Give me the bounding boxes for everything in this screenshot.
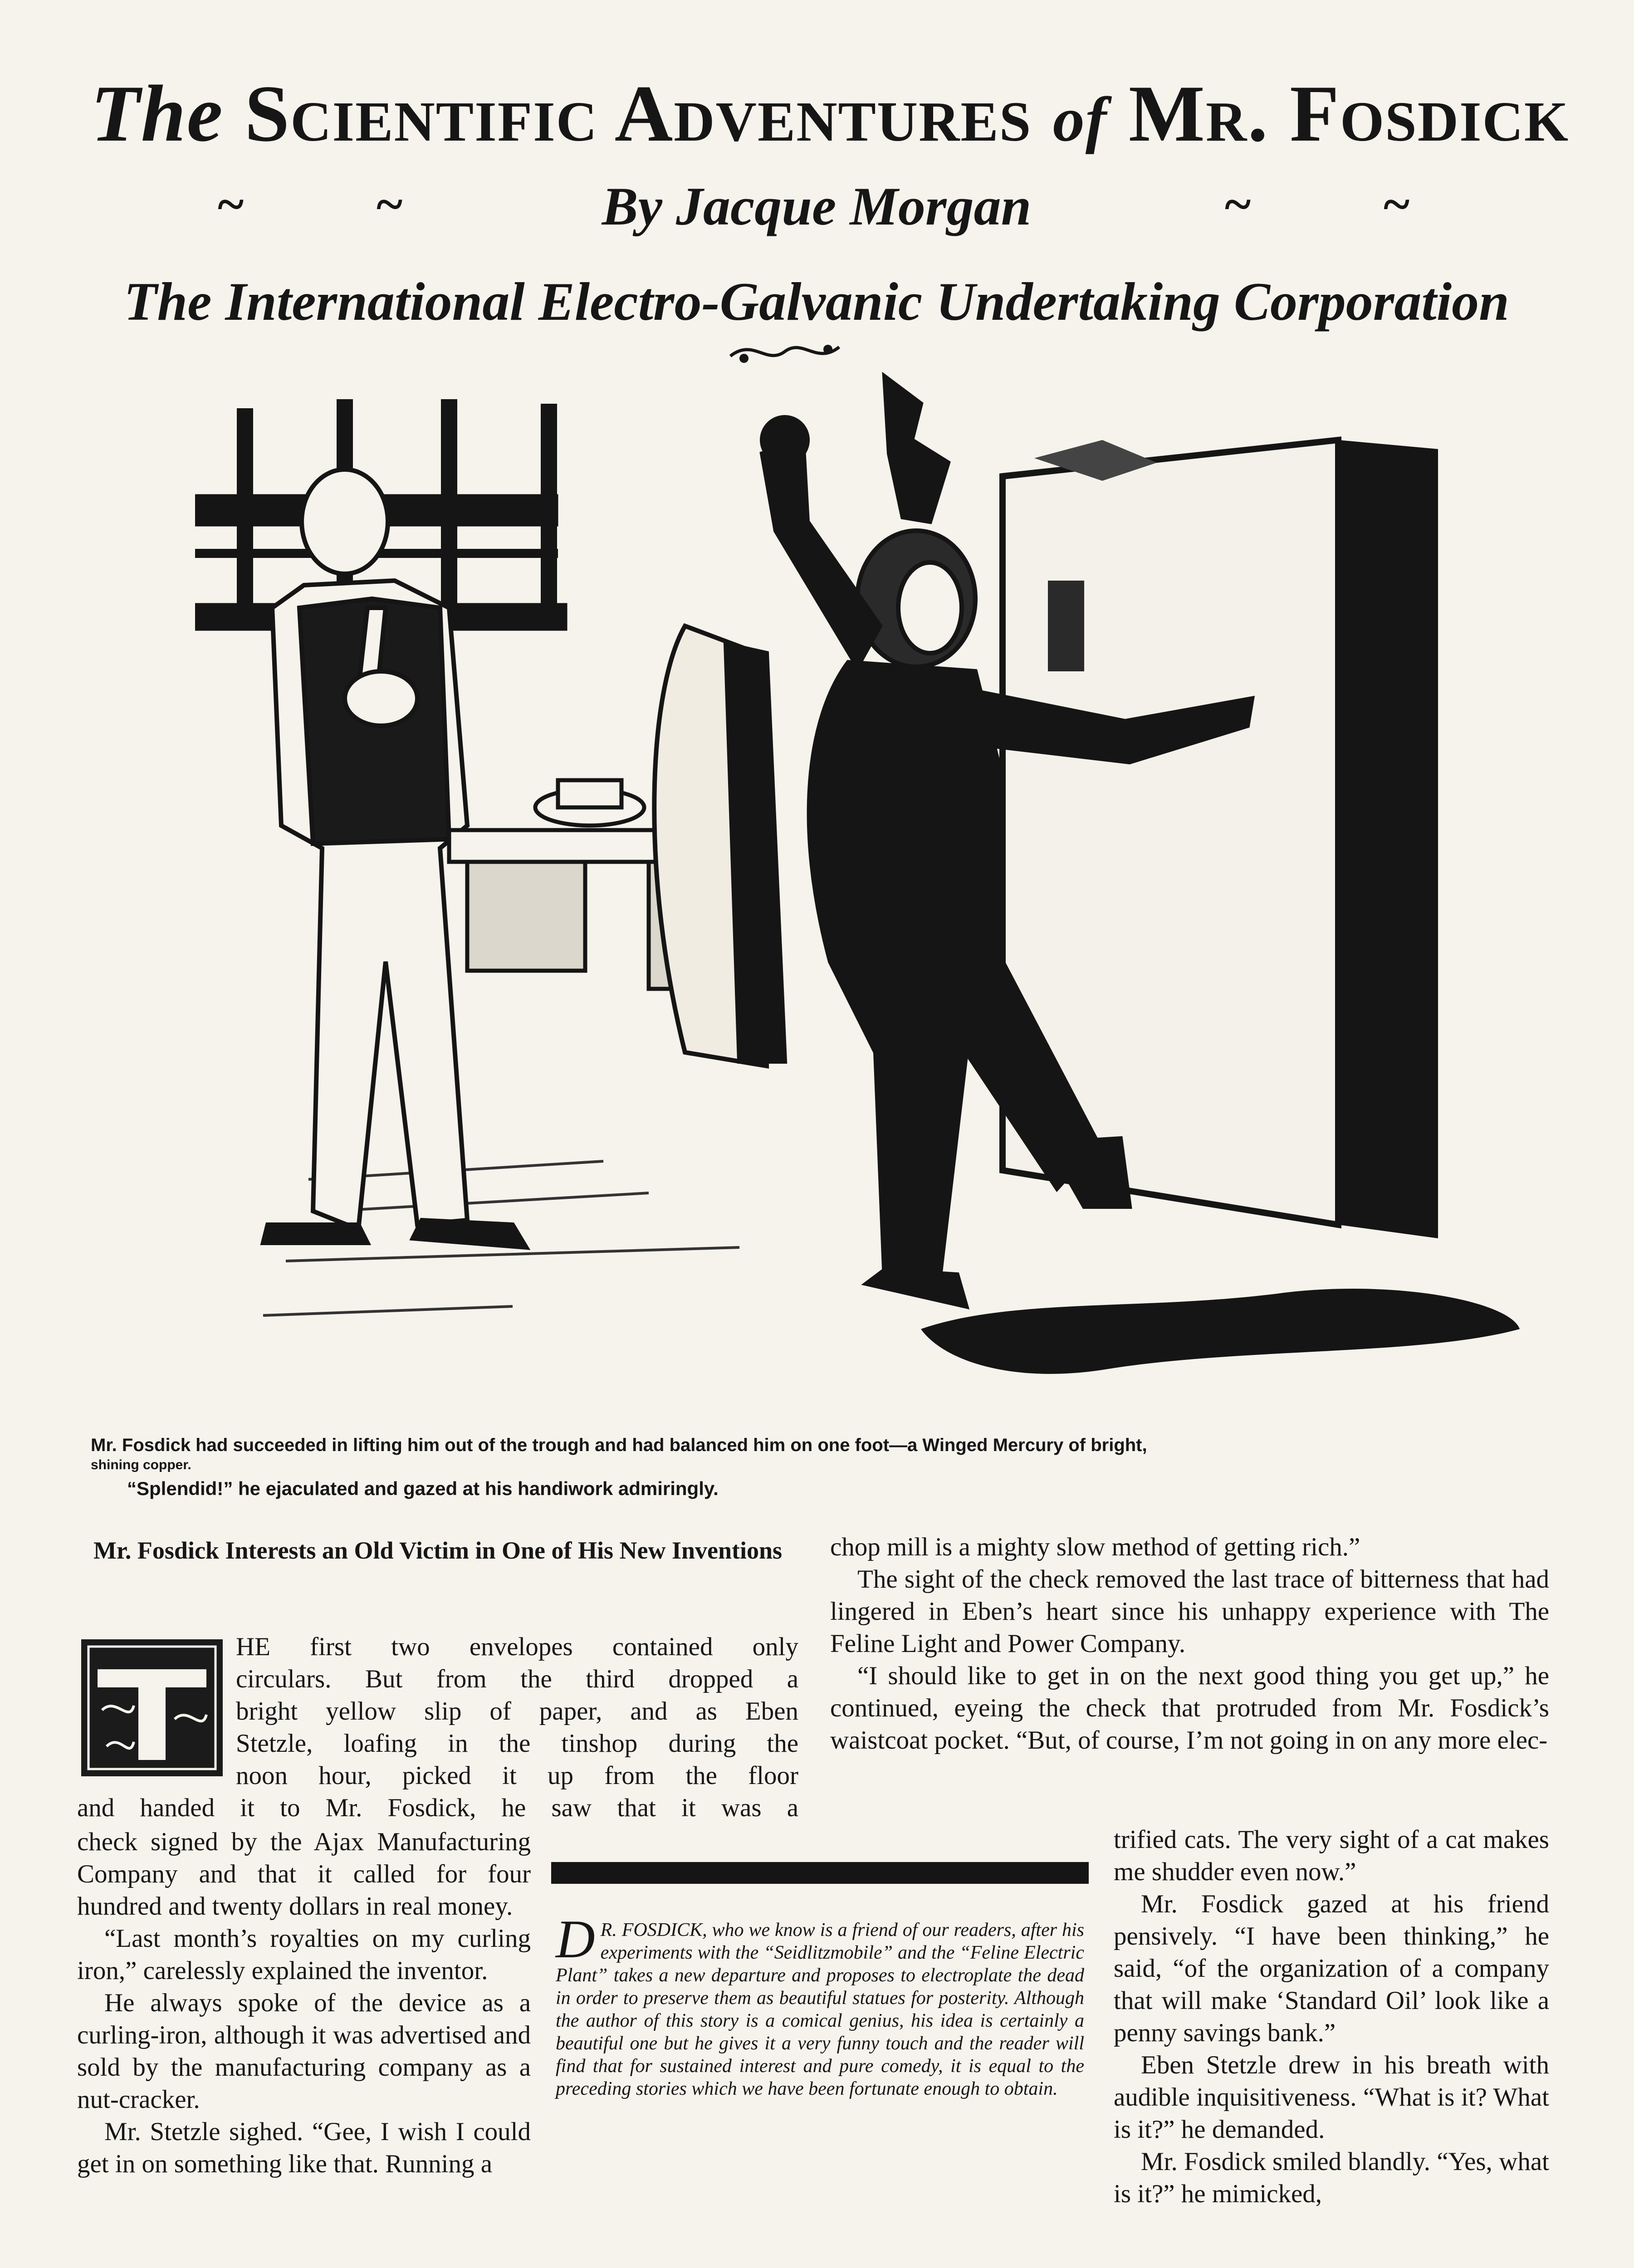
illustration-caption [91, 1433, 1542, 1501]
paragraph: Mr. Fosdick smiled blandly. “Yes, what is it?” he mimicked, [1114, 2147, 1549, 2208]
drop-cap-t-icon [79, 1637, 225, 1778]
byline: By Jacque Morgan [602, 176, 1032, 236]
tilde-ornament-icon: ~ [218, 176, 244, 232]
intro-line: Stetzle, loafing in the tinshop during the [236, 1729, 798, 1758]
byline-row [181, 172, 1452, 240]
intro-line: circulars. But from the third dropped a [236, 1665, 798, 1693]
caption-line-3: “Splendid!” he ejaculated and gazed at his handiwork admiringly. [127, 1478, 719, 1499]
paragraph: “I should like to get in on the next good thing you get up,” he continued, eyeing the check that protruded from Mr. Fosdick’s waistcoat pocket. “But, of course, I’m not going in on any more elec- [830, 1662, 1549, 1755]
intro-line: HE first two envelopes contained only [236, 1633, 798, 1661]
editor-note-text [556, 1909, 1084, 2100]
section-heading: Mr. Fosdick Interests an Old Victim in One of His New Inventions [93, 1537, 783, 1564]
intro-line: bright yellow slip of paper, and as Eben [236, 1697, 798, 1725]
column-2-upper [830, 1531, 1549, 1756]
story-illustration [195, 372, 1529, 1415]
intro-lines [236, 1631, 798, 1792]
flourish-ornament-icon [726, 333, 844, 370]
title-the: The [91, 68, 224, 158]
editor-note-initial: D [556, 1909, 595, 1969]
tilde-ornament-icon: ~ [1225, 176, 1251, 232]
hanging-coat [654, 626, 785, 1066]
caption-line-1: Mr. Fosdick had succeeded in lifting him out of the trough and had balanced him on one foot—a Winged Mercury of bright, [91, 1435, 1147, 1455]
paragraph: He always spoke of the device as a curling-iron, although it was advertised and sold by the manufacturing company as a nut-cracker. [77, 1989, 531, 2114]
paragraph: The sight of the check removed the last trace of bitterness that had lingered in Eben’s heart since his unhappy experience with The Feline Light and Power Company. [830, 1565, 1549, 1658]
caption-line-2: shining copper. [91, 1457, 191, 1472]
tilde-ornament-icon: ~ [1384, 176, 1410, 232]
paragraph: Mr. Stetzle sighed. “Gee, I wish I could get in on something like that. Running a [77, 2117, 531, 2178]
intro-line: noon hour, picked it up from the floor [236, 1761, 798, 1790]
column-1-lower [77, 1826, 531, 2180]
column-3-lower [1114, 1823, 1549, 2210]
editor-note-box [551, 1862, 1089, 2268]
paragraph: trified cats. The very sight of a cat makes me shudder even now.” [1114, 1825, 1549, 1886]
title-of: of [1052, 84, 1108, 155]
story-title [91, 59, 1570, 168]
box-rule-top [551, 1862, 1089, 1884]
floor-puddle [921, 1289, 1520, 1374]
title-mr-fosdick: Mr. Fosdick [1128, 68, 1570, 158]
paragraph: Eben Stetzle drew in his breath with audible inquisitiveness. “What is it? What is it?” he demanded. [1114, 2051, 1549, 2144]
editor-note-body: R. FOSDICK, who we know is a friend of our readers, after his experiments with the “Seidlitzmobile” and the “Feline Electric Plant” takes a new departure and proposes to electroplate the dead in order to preserve them as beautiful statues for posterity. Although the author of this story is a comical genius, his idea is certainly a beautiful one but he gives it a very funny touch and the reader will find that for sustained interest and pure comedy, it is equal to the preceding stories which we have been fortunate enough to obtain. [556, 1920, 1084, 2099]
intro-full-line: and handed it to Mr. Fosdick, he saw that it was a [77, 1794, 798, 1822]
paragraph: chop mill is a mighty slow method of getting rich.” [830, 1533, 1360, 1561]
paragraph: “Last month’s royalties on my curling iron,” carelessly explained the inventor. [77, 1924, 531, 1985]
paragraph: Mr. Fosdick gazed at his friend pensively. “I have been thinking,” he said, “of the organization of a company that will make ‘Standard Oil’ look like a penny savings bank.” [1114, 1890, 1549, 2047]
title-scientific-adventures: Scientific Adventures [245, 68, 1032, 158]
paragraph: check signed by the Ajax Manufacturing Company and that it called for four hundred and twenty dollars in real money. [77, 1828, 531, 1921]
story-subtitle: The International Electro-Galvanic Undertaking Corporation [124, 271, 1509, 332]
tilde-ornament-icon: ~ [377, 176, 403, 232]
